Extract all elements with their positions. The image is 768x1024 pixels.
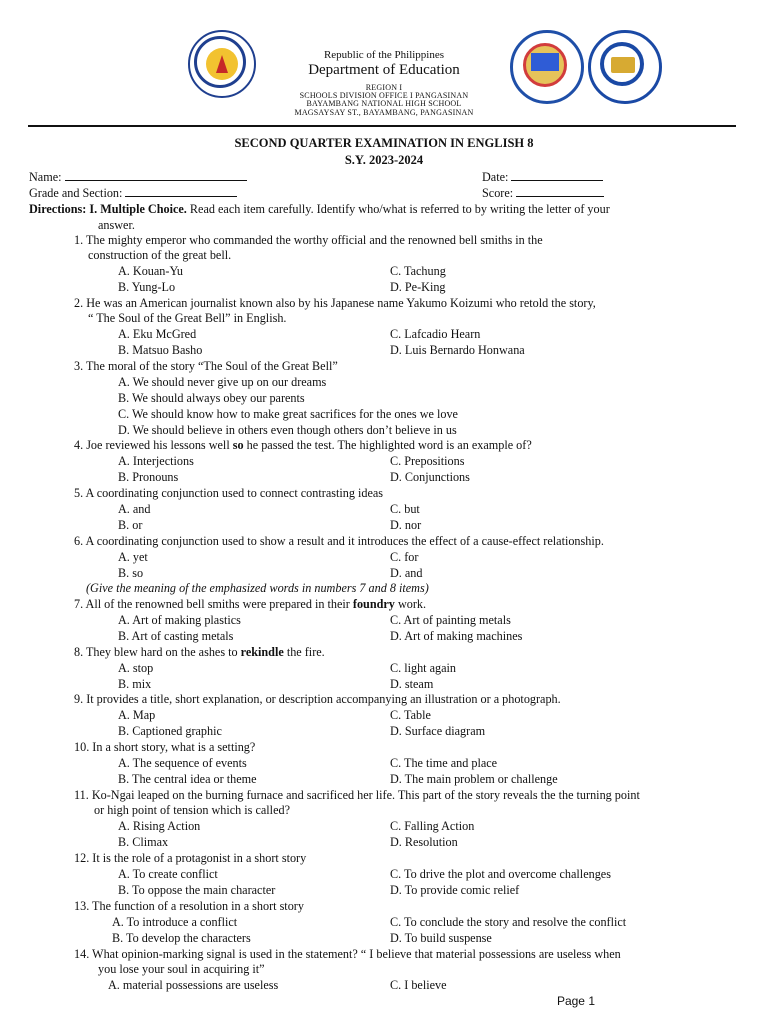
q11-option-c: C. Falling Action: [390, 819, 475, 833]
question-9: 9. It provides a title, short explanation, or description accompanying an illustration or a photograph.: [74, 692, 561, 706]
page-number: Page 1: [556, 994, 595, 1008]
name-label: Name:: [29, 170, 62, 184]
q11-option-d: D. Resolution: [390, 835, 458, 849]
score-row: [482, 186, 604, 201]
q8-option-c: C. light again: [390, 661, 457, 675]
q4-option-b: B. Pronouns: [118, 470, 179, 484]
grade-row: [29, 186, 237, 201]
q12-option-a: A. To create conflict: [118, 867, 218, 881]
question-1-line2: construction of the great bell.: [88, 248, 232, 262]
section-note: (Give the meaning of the emphasized words in numbers 7 and 8 items): [86, 581, 429, 595]
exam-title: SECOND QUARTER EXAMINATION IN ENGLISH 8: [234, 136, 534, 150]
q14-option-c: C. I believe: [390, 978, 447, 992]
grade-field[interactable]: [125, 186, 237, 197]
region-text: REGION I: [365, 83, 403, 92]
q13-option-b: B. To develop the characters: [112, 931, 251, 945]
q6-option-c: C. for: [390, 550, 419, 564]
document-header: [0, 0, 768, 125]
q3-option-a: A. We should never give up on our dreams: [118, 375, 327, 389]
q5-option-a: A. and: [118, 502, 151, 516]
q4-highlighted-word: so: [232, 438, 244, 452]
q9-option-c: C. Table: [390, 708, 431, 722]
directions: [29, 202, 610, 217]
question-10: 10. In a short story, what is a setting?: [74, 740, 256, 754]
q4-option-a: A. Interjections: [118, 454, 194, 468]
directions-prefix: Directions: I. Multiple Choice.: [29, 202, 187, 216]
q4-text-end: he passed the test. The highlighted word is an example of?: [246, 438, 532, 452]
question-2-line2: “ The Soul of the Great Bell” in English.: [88, 311, 287, 325]
name-row: [29, 170, 247, 185]
q9-option-b: B. Captioned graphic: [118, 724, 222, 738]
q9-option-d: D. Surface diagram: [390, 724, 486, 738]
q7-option-d: D. Art of making machines: [390, 629, 523, 643]
question-11-line2: or high point of tension which is called?: [94, 803, 290, 817]
q10-option-b: B. The central idea or theme: [118, 772, 257, 786]
q5-option-b: B. or: [118, 518, 143, 532]
q4-option-c: C. Prepositions: [390, 454, 465, 468]
school-year: S.Y. 2023-2024: [344, 153, 424, 167]
q7-option-c: C. Art of painting metals: [390, 613, 511, 627]
q12-option-b: B. To oppose the main character: [118, 883, 276, 897]
q11-option-b: B. Climax: [118, 835, 169, 849]
question-11: 11. Ko-Ngai leaped on the burning furnace and sacrificed her life. This part of the story reveals the the turning point: [74, 788, 640, 802]
directions-text: Read each item carefully. Identify who/what is referred to by writing the letter of your: [189, 202, 610, 216]
question-8: [74, 645, 325, 660]
department-title: Department of Education: [308, 62, 460, 78]
q6-option-d: D. and: [390, 566, 423, 580]
date-row: [482, 170, 603, 185]
division-text: SCHOOLS DIVISION OFFICE I PANGASINAN: [299, 91, 469, 100]
question-6: 6. A coordinating conjunction used to show a result and it introduces the effect of a cause-effect relationship.: [74, 534, 604, 548]
q12-option-d: D. To provide comic relief: [390, 883, 520, 897]
q8-option-d: D. steam: [390, 677, 434, 691]
date-field[interactable]: [511, 170, 603, 181]
q3-option-b: B. We should always obey our parents: [118, 391, 305, 405]
q7-option-b: B. Art of casting metals: [118, 629, 234, 643]
q2-option-b: B. Matsuo Basho: [118, 343, 203, 357]
question-1: 1. The mighty emperor who commanded the worthy official and the renowned bell smiths in the: [74, 233, 543, 247]
q6-option-b: B. so: [118, 566, 144, 580]
grade-label: Grade and Section:: [29, 186, 123, 200]
q3-option-d: D. We should believe in others even though others don’t believe in us: [118, 423, 457, 437]
republic-text: Republic of the Philippines: [323, 49, 445, 61]
q1-option-a: A. Kouan-Yu: [118, 264, 183, 278]
q2-option-a: A. Eku McGred: [118, 327, 197, 341]
q7-text-start: 7. All of the renowned bell smiths were prepared in their: [74, 597, 350, 611]
question-4: [74, 438, 532, 453]
question-7: [74, 597, 426, 612]
q4-option-d: D. Conjunctions: [390, 470, 470, 484]
q11-option-a: A. Rising Action: [118, 819, 201, 833]
q2-option-d: D. Luis Bernardo Honwana: [390, 343, 525, 357]
q14-option-a: A. material possessions are useless: [108, 978, 279, 992]
q1-option-d: D. Pe-King: [390, 280, 446, 294]
score-field[interactable]: [516, 186, 604, 197]
directions-continuation: answer.: [98, 218, 135, 232]
q8-text-end: the fire.: [286, 645, 325, 659]
header-divider: [28, 125, 736, 127]
score-label: Score:: [482, 186, 514, 200]
q5-option-d: D. nor: [390, 518, 422, 532]
q10-option-c: C. The time and place: [390, 756, 498, 770]
q6-option-a: A. yet: [118, 550, 148, 564]
question-3: 3. The moral of the story “The Soul of the Great Bell”: [74, 359, 338, 373]
question-14-line2: you lose your soul in acquiring it”: [98, 962, 265, 976]
q1-option-b: B. Yung-Lo: [118, 280, 176, 294]
q2-option-c: C. Lafcadio Hearn: [390, 327, 481, 341]
q7-highlighted-word: foundry: [352, 597, 395, 611]
school-address: MAGSAYSAY ST., BAYAMBANG, PANGASINAN: [294, 108, 474, 117]
q10-option-d: D. The main problem or challenge: [390, 772, 558, 786]
q7-option-a: A. Art of making plastics: [118, 613, 241, 627]
question-13: 13. The function of a resolution in a short story: [74, 899, 304, 913]
school-name: BAYAMBANG NATIONAL HIGH SCHOOL: [306, 99, 462, 108]
q8-text-start: 8. They blew hard on the ashes to: [74, 645, 238, 659]
q4-text-start: 4. Joe reviewed his lessons well: [74, 438, 230, 452]
date-label: Date:: [482, 170, 509, 184]
question-5: 5. A coordinating conjunction used to connect contrasting ideas: [74, 486, 384, 500]
q8-option-a: A. stop: [118, 661, 154, 675]
name-field[interactable]: [65, 170, 247, 181]
q7-text-end: work.: [397, 597, 427, 611]
q8-option-b: B. mix: [118, 677, 152, 691]
question-14: 14. What opinion-marking signal is used in the statement? “ I believe that material possessions are useless when: [74, 947, 621, 961]
question-12: 12. It is the role of a protagonist in a short story: [74, 851, 307, 865]
q13-option-a: A. To introduce a conflict: [112, 915, 238, 929]
q12-option-c: C. To drive the plot and overcome challenges: [390, 867, 611, 881]
q13-option-d: D. To build suspense: [390, 931, 492, 945]
q5-option-c: C. but: [390, 502, 420, 516]
q1-option-c: C. Tachung: [390, 264, 446, 278]
q10-option-a: A. The sequence of events: [118, 756, 247, 770]
question-2: 2. He was an American journalist known also by his Japanese name Yakumo Koizumi who retold the story,: [74, 296, 596, 310]
q9-option-a: A. Map: [118, 708, 156, 722]
q3-option-c: C. We should know how to make great sacrifices for the ones we love: [118, 407, 458, 421]
q13-option-c: C. To conclude the story and resolve the conflict: [390, 915, 627, 929]
q8-highlighted-word: rekindle: [240, 645, 284, 659]
